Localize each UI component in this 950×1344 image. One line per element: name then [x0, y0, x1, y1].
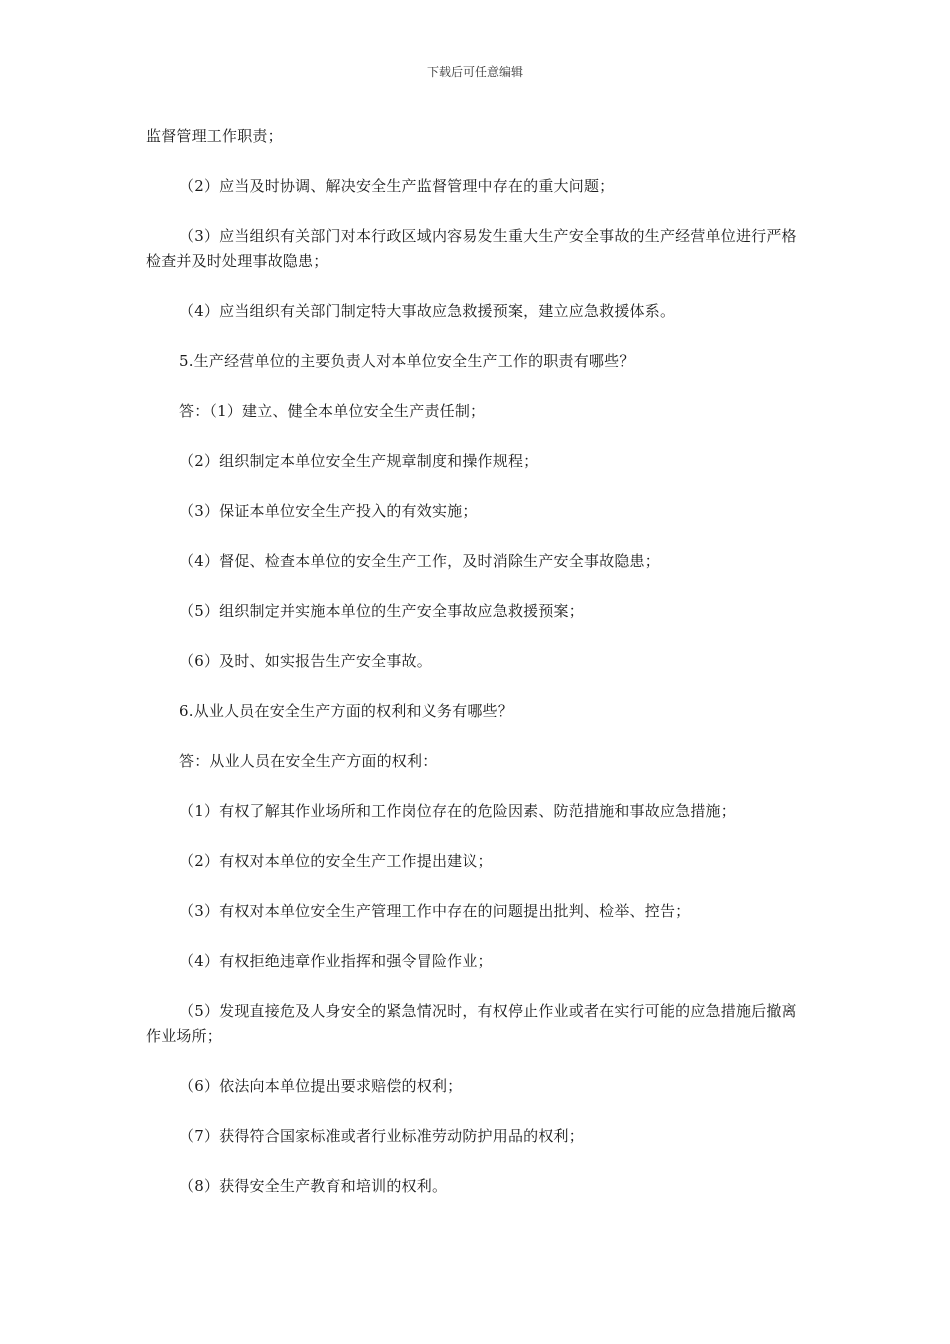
answer-5-item-1: 答：（1）建立、健全本单位安全生产责任制；: [179, 402, 486, 420]
answer-5-item-3: （3）保证本单位安全生产投入的有效实施；: [179, 502, 478, 520]
answer-6-item-4: （4）有权拒绝违章作业指挥和强令冒险作业；: [179, 952, 493, 970]
answer-6-item-1: （1）有权了解其作业场所和工作岗位存在的危险因素、防范措施和事故应急措施；: [179, 802, 736, 820]
paragraph-gov-duty-3: （3）应当组织有关部门对本行政区域内容易发生重大生产安全事故的生产经营单位进行严格检查并及时处理事故隐患；: [146, 227, 797, 270]
answer-5-item-2: （2）组织制定本单位安全生产规章制度和操作规程；: [179, 452, 539, 470]
question-5: 5.生产经营单位的主要负责人对本单位安全生产工作的职责有哪些？: [179, 352, 635, 370]
answer-6-intro: 答：从业人员在安全生产方面的权利：: [179, 752, 438, 770]
answer-6-item-3: （3）有权对本单位安全生产管理工作中存在的问题提出批判、检举、控告；: [179, 902, 691, 920]
paragraph-duty-tail: 监督管理工作职责；: [146, 127, 283, 145]
question-6: 6.从业人员在安全生产方面的权利和义务有哪些？: [179, 702, 513, 720]
page-header: 下载后可任意编辑: [426, 65, 523, 79]
document-body: [146, 124, 810, 1199]
answer-6-item-6: （6）依法向本单位提出要求赔偿的权利；: [179, 1077, 463, 1095]
answer-6-item-5: （5）发现直接危及人身安全的紧急情况时，有权停止作业或者在实行可能的应急措施后撤离作业场所；: [146, 1002, 797, 1045]
paragraph-gov-duty-2: （2）应当及时协调、解决安全生产监督管理中存在的重大问题；: [179, 177, 615, 195]
answer-6-item-2: （2）有权对本单位的安全生产工作提出建议；: [179, 852, 493, 870]
answer-5-item-5: （5）组织制定并实施本单位的生产安全事故应急救援预案；: [179, 602, 584, 620]
paragraph-gov-duty-4: （4）应当组织有关部门制定特大事故应急救援预案，建立应急救援体系。: [179, 302, 676, 320]
answer-6-item-7: （7）获得符合国家标准或者行业标准劳动防护用品的权利；: [179, 1127, 584, 1145]
answer-5-item-4: （4）督促、检查本单位的安全生产工作，及时消除生产安全事故隐患；: [179, 552, 660, 570]
answer-6-item-8: （8）获得安全生产教育和培训的权利。: [179, 1177, 448, 1195]
answer-5-item-6: （6）及时、如实报告生产安全事故。: [179, 652, 432, 670]
